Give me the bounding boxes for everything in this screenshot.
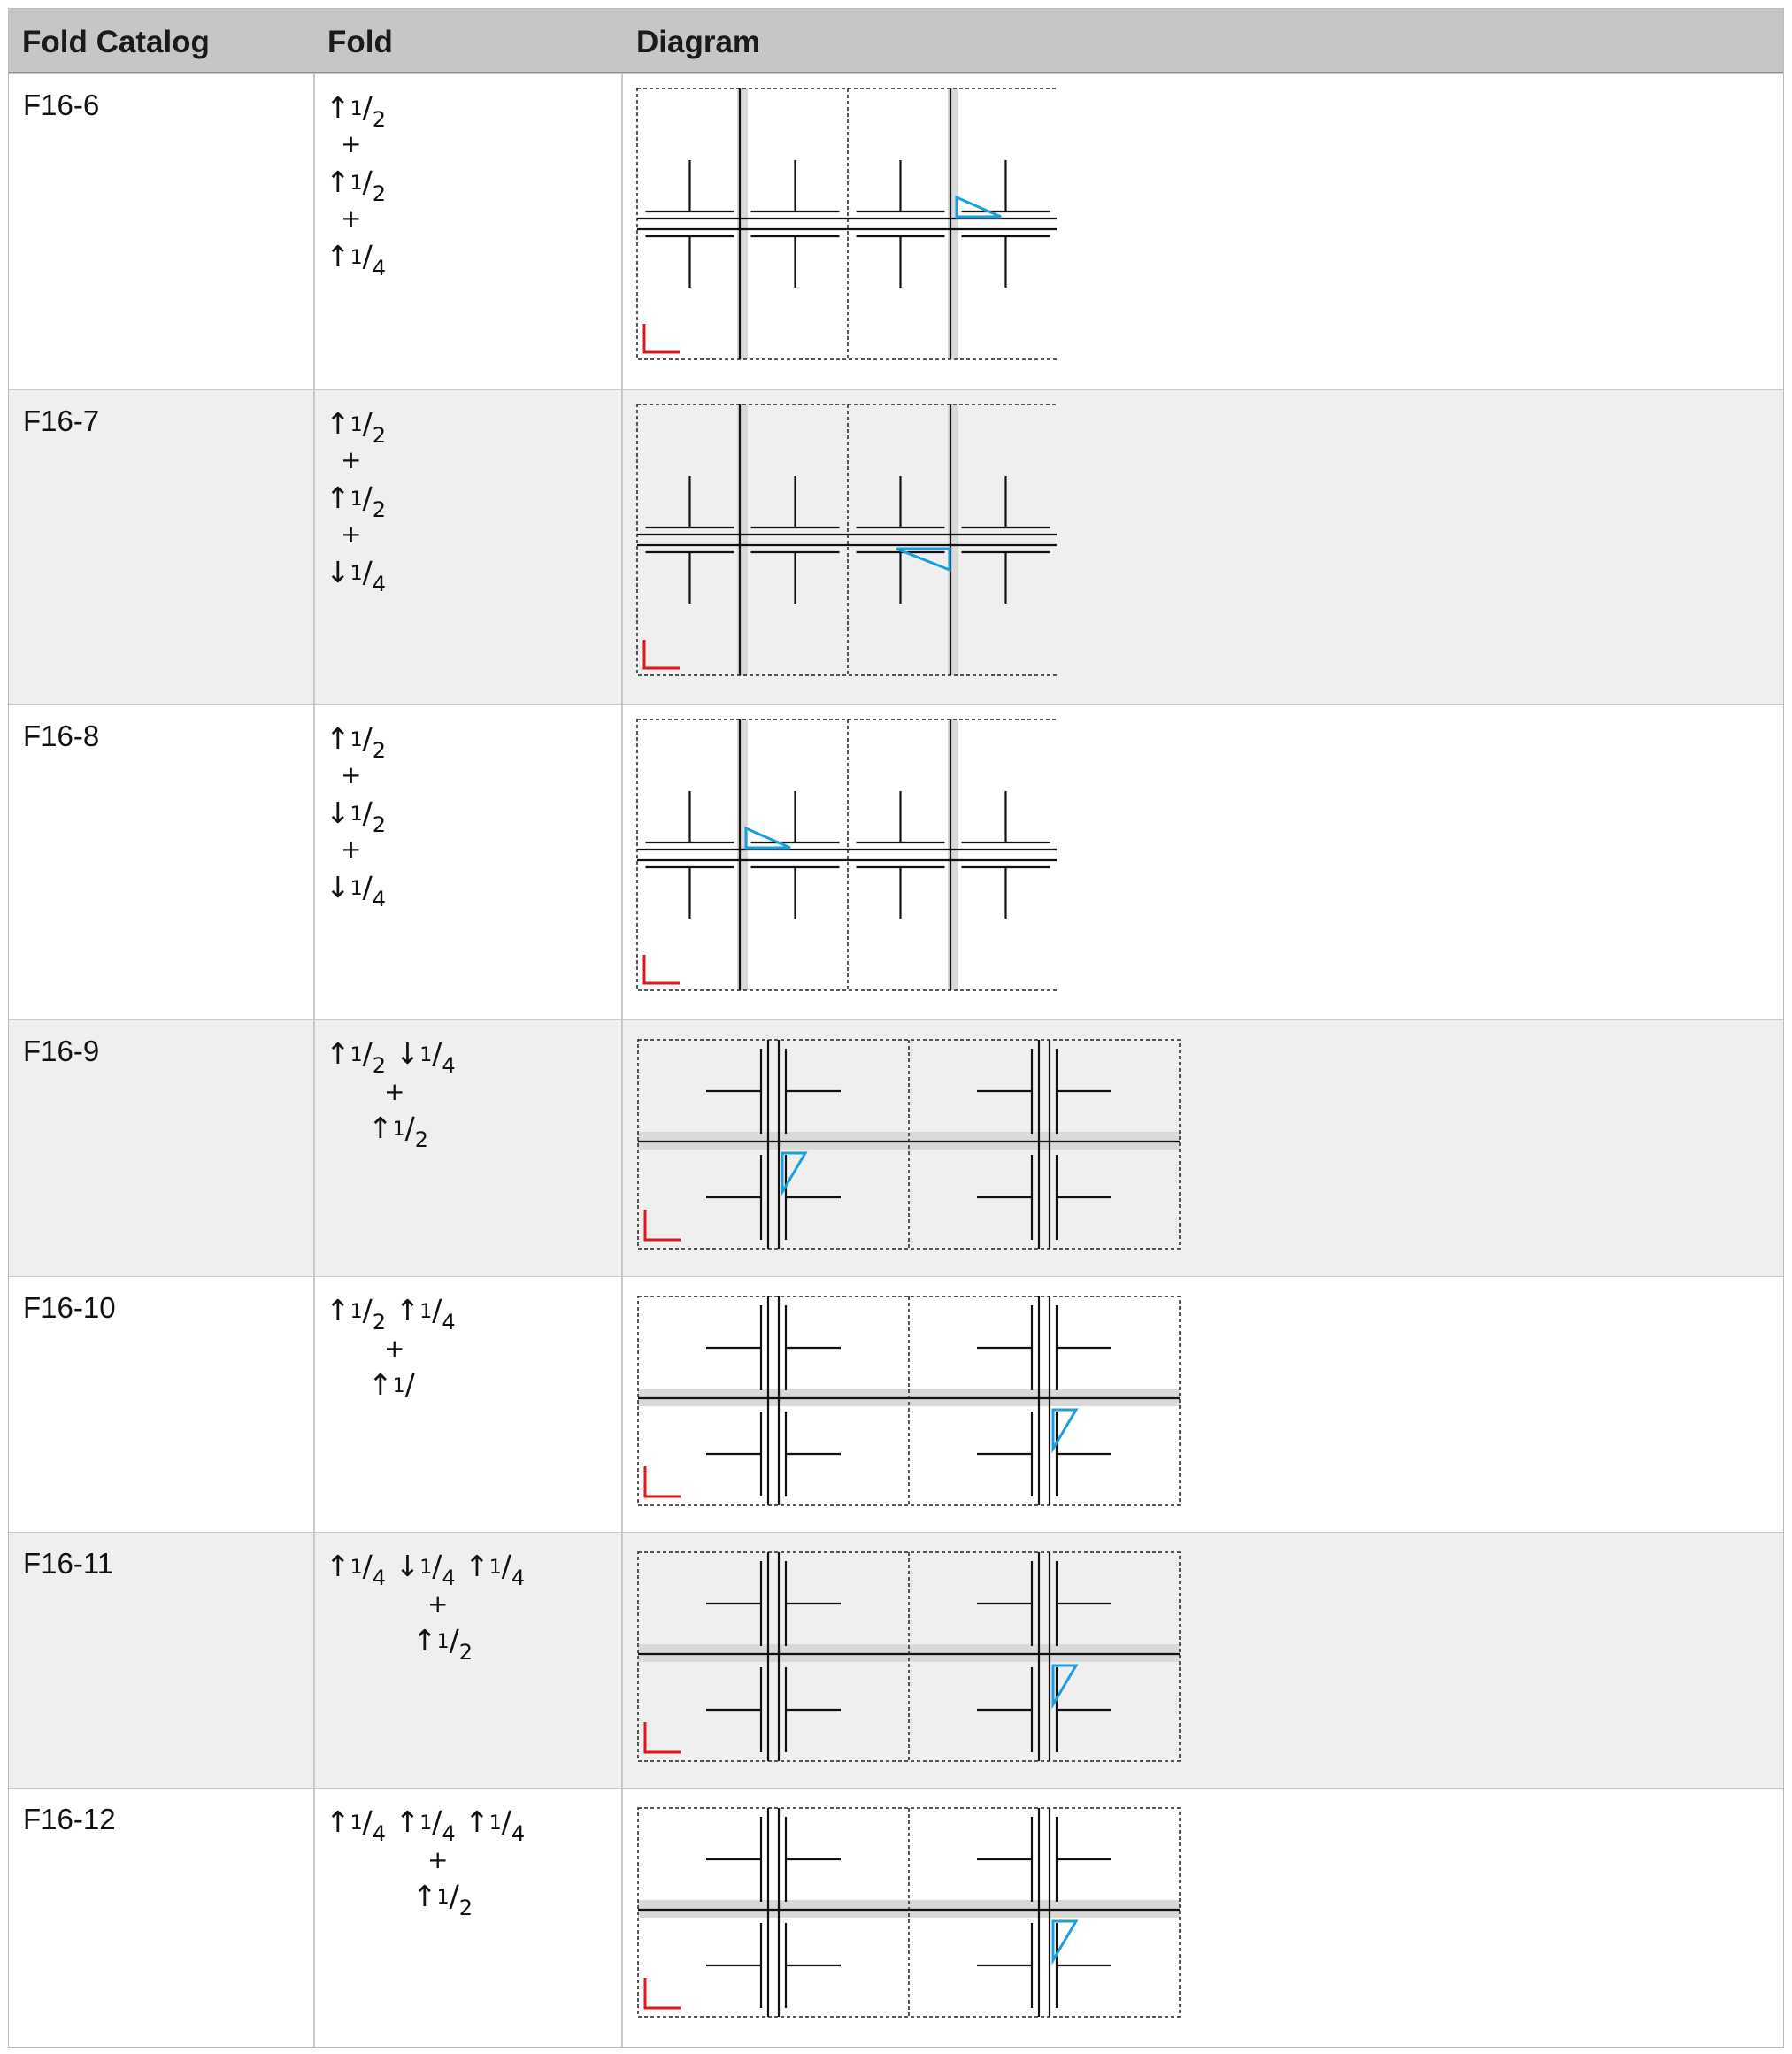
fraction-denominator: 2 [372,1310,387,1335]
fraction-numerator: 1 [350,173,363,195]
fraction-numerator: 1 [419,1557,433,1579]
corner-mark [644,955,680,983]
fold-step: $↓^1/_4$ [395,1549,456,1590]
gutter [948,719,958,990]
fold-notation [9,74,387,389]
fraction-numerator: 1 [419,1301,433,1323]
diagram-cell [631,1031,1184,1255]
arrow-up-icon: ↑ [368,1367,393,1402]
header-fold: Fold [327,25,393,59]
corner-mark [645,1978,681,2008]
arrow-up-icon: ↑ [326,165,350,199]
header-fold-catalog: Fold Catalog [22,25,210,59]
fraction-denominator: 4 [372,572,387,596]
marker-triangle [746,828,790,848]
fraction-numerator: 1 [488,1812,502,1835]
fraction-numerator: 1 [350,563,363,585]
fraction-denominator: 4 [511,1821,526,1846]
arrow-up-icon: ↑ [326,239,350,273]
gutter [737,404,748,675]
fold-step: $↑^1/_2$ [326,406,387,448]
fraction-numerator: 1 [419,1812,433,1835]
arrow-down-icon: ↓ [326,555,350,589]
fold-line [326,406,387,448]
gutter [948,88,958,359]
plus-sign: + [341,760,362,789]
fraction-numerator: 1 [488,1557,502,1579]
fraction-denominator: 4 [442,1053,456,1078]
fold-step: $↑^1/_4$ [326,239,387,281]
fold-step: $↑^1/_2$ [326,90,387,132]
arrow-up-icon: ↑ [465,1804,489,1839]
fraction-denominator: 4 [372,1821,387,1846]
fraction-numerator: 1 [350,1301,363,1323]
arrow-up-icon: ↑ [326,1036,350,1071]
fold-step: $↓^1/_4$ [395,1036,456,1078]
fraction-denominator: 4 [442,1566,456,1590]
fold-step: $↓^1/_4$ [326,870,387,912]
fraction-denominator: 2 [372,812,387,837]
fold-step: $↑^1/_2$ [412,1623,473,1665]
fold-line [326,239,387,281]
fold-notation [9,1533,526,1788]
arrow-up-icon: ↑ [326,721,350,756]
fraction-denominator: 2 [414,1127,429,1152]
fold-line [326,1549,526,1590]
fold-notation [9,1277,456,1532]
arrow-up-icon: ↑ [326,1293,350,1327]
plus-sign: + [384,1077,405,1106]
fold-notation [9,1020,456,1276]
imposition-diagram [631,1031,1184,1250]
fraction-numerator: 1 [350,247,363,269]
arrow-down-icon: ↓ [326,870,350,904]
fold-code: F16-12 [23,1803,116,1835]
arrow-up-icon: ↑ [326,1549,350,1583]
fold-notation [9,1789,526,2049]
arrow-up-icon: ↑ [368,1111,393,1145]
arrow-up-icon: ↑ [326,406,350,441]
arrow-up-icon: ↑ [412,1623,437,1658]
fold-line [326,90,387,132]
arrow-up-icon: ↑ [326,481,350,515]
table-row [9,1276,1783,1532]
table-row [9,704,1783,1019]
gutter [737,88,748,359]
fold-code: F16-9 [23,1035,100,1067]
fold-notation [9,390,387,704]
fold-line [326,1804,526,1846]
sheet-border [637,88,1057,359]
fraction-numerator: 1 [436,1631,450,1653]
fold-code: F16-10 [23,1291,116,1324]
column-divider [621,73,623,2047]
fold-code: F16-7 [23,404,100,437]
fraction-numerator: 1 [392,1375,405,1397]
arrow-down-icon: ↓ [326,796,350,830]
fraction-denominator: 4 [372,887,387,912]
corner-mark [644,640,680,668]
fold-line [326,481,387,522]
fold-step: $↑^1/_2$ [326,1293,387,1335]
fold-line [326,555,387,596]
fraction-denominator: 4 [442,1821,456,1846]
fold-line [326,721,387,763]
fold-step: $↑^1/_4$ [395,1804,456,1846]
fraction-denominator: 2 [458,1640,473,1665]
fraction-denominator: 2 [372,181,387,206]
fraction-denominator: 4 [372,1566,387,1590]
fold-step: $↑^1/_4$ [465,1804,526,1846]
fold-step: $↓^1/_2$ [326,796,387,837]
fraction-numerator: 1 [436,1887,450,1909]
table-row [9,1019,1783,1276]
sheet-border [637,404,1057,675]
fraction-denominator: 4 [442,1310,456,1335]
fold-line [412,1879,473,1920]
fold-code: F16-6 [23,88,100,121]
fraction-numerator: 1 [350,878,363,900]
corner-mark [644,324,680,352]
fold-code: F16-11 [23,1547,114,1580]
diagram-cell [631,1799,1184,2023]
plus-sign: + [341,519,362,549]
diagram-cell [632,712,1057,998]
fraction-numerator: 1 [350,414,363,436]
fold-line [326,165,387,206]
imposition-diagram [632,81,1057,363]
fraction-denominator: 4 [511,1566,526,1590]
fold-code: F16-8 [23,719,100,752]
fraction-numerator: 1 [350,1557,363,1579]
header-diagram: Diagram [636,25,761,59]
fraction-numerator: 1 [350,729,363,751]
plus-sign: + [341,445,362,474]
fold-step: $↑^1/_2$ [326,1036,387,1078]
fold-line [326,796,387,837]
fold-line [412,1623,473,1665]
column-divider [313,73,315,2047]
gutter [948,404,958,675]
fold-line [326,1293,456,1335]
table-row [9,389,1783,704]
plus-sign: + [341,129,362,158]
fold-catalog-table [8,8,1784,2048]
sheet-border [637,719,1057,990]
arrow-up-icon: ↑ [395,1293,420,1327]
fraction-denominator: 2 [458,1896,473,1920]
fraction-denominator: 2 [372,497,387,522]
fraction-numerator: 1 [350,1812,363,1835]
fraction-denominator: 2 [372,107,387,132]
fold-notation [9,705,387,1019]
diagram-cell [632,81,1057,367]
gutter [737,719,748,990]
arrow-up-icon: ↑ [412,1879,437,1913]
corner-mark [645,1210,681,1240]
table-header [9,9,1783,73]
imposition-diagram [631,1799,1184,2019]
fraction-numerator: 1 [392,1119,405,1141]
plus-sign: + [427,1589,449,1619]
table-row [9,1788,1783,2049]
fraction-numerator: 1 [419,1044,433,1066]
fraction-numerator: 1 [350,804,363,826]
diagram-cell [632,397,1057,683]
fraction-denominator: 4 [372,256,387,281]
fraction-numerator: 1 [350,98,363,120]
diagram-cell [631,1543,1184,1767]
imposition-diagram [632,397,1057,679]
imposition-diagram [632,712,1057,994]
fold-step: $↑^1/_2$ [326,165,387,206]
fold-step: $↓^1/_4$ [326,555,387,596]
plus-sign: + [384,1334,405,1363]
fraction-denominator: 2 [372,1053,387,1078]
fold-line [326,1036,456,1078]
corner-mark [645,1722,681,1752]
marker-triangle [957,197,1001,217]
arrow-up-icon: ↑ [326,90,350,125]
fraction-numerator: 1 [350,488,363,511]
fold-step: $↑^1/_2$ [412,1879,473,1920]
arrow-up-icon: ↑ [465,1549,489,1583]
fold-line [368,1367,415,1402]
fold-step: $↑^1/_2$ [368,1111,429,1152]
fold-step: $↑^1/_2$ [326,721,387,763]
table-row [9,73,1783,389]
fold-step: $↑^1/_4$ [326,1804,387,1846]
plus-sign: + [341,204,362,233]
arrow-down-icon: ↓ [395,1036,420,1071]
diagram-cell [631,1288,1184,1512]
table-row [9,1532,1783,1788]
fold-step: $↑^1/_4$ [326,1549,387,1590]
fraction-denominator: 2 [372,423,387,448]
corner-mark [645,1466,681,1496]
fold-line [326,870,387,912]
fold-step: ↑$^1$/ [368,1367,415,1402]
fraction-numerator: 1 [350,1044,363,1066]
arrow-up-icon: ↑ [395,1804,420,1839]
arrow-up-icon: ↑ [326,1804,350,1839]
fold-line [368,1111,429,1152]
arrow-down-icon: ↓ [395,1549,420,1583]
fraction-denominator: 2 [372,738,387,763]
imposition-diagram [631,1543,1184,1763]
fold-step: $↑^1/_2$ [326,481,387,522]
fold-step: $↑^1/_4$ [465,1549,526,1590]
plus-sign: + [341,835,362,864]
fold-step: $↑^1/_4$ [395,1293,456,1335]
imposition-diagram [631,1288,1184,1507]
plus-sign: + [427,1845,449,1874]
